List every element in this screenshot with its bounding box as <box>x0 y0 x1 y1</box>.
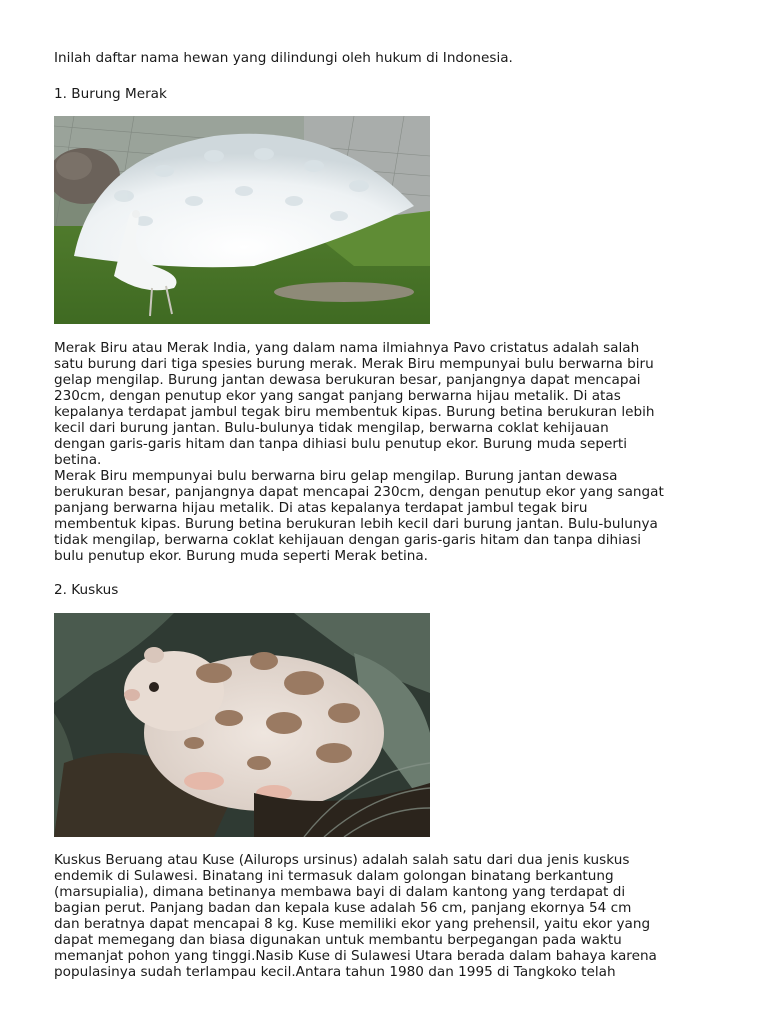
paragraph-line: berukuran besar, panjangnya dapat mencapai 230cm, dengan penutup ekor yang sangat <box>54 484 664 500</box>
paragraph-line: Merak Biru atau Merak India, yang dalam nama ilmiahnya Pavo cristatus adalah salah <box>54 340 640 356</box>
peacock-description <box>54 340 664 564</box>
paragraph-line: dan beratnya dapat mencapai 8 kg. Kuse memiliki ekor yang prehensil, yaitu ekor yang <box>54 916 651 932</box>
paragraph-line: tidak mengilap, berwarna coklat kehijauan dengan garis-garis hitam dan tanpa dihiasi <box>54 532 642 548</box>
paragraph-line: panjang berwarna hijau metalik. Di atas kepalanya terdapat jambul tegak biru <box>54 500 588 516</box>
paragraph-line: Kuskus Beruang atau Kuse (Ailurops ursinus) adalah salah satu dari dua jenis kuskus <box>54 852 630 868</box>
paragraph-line: gelap mengilap. Burung jantan dewasa berukuran besar, panjangnya dapat mencapai <box>54 372 641 388</box>
cuscus-description <box>54 852 657 980</box>
peacock-photo <box>54 116 430 324</box>
paragraph-line: membentuk kipas. Burung betina berukuran lebih kecil dari burung jantan. Bulu-bulunya <box>54 516 658 532</box>
paragraph-line: memanjat pohon yang tinggi.Nasib Kuse di Sulawesi Utara berada dalam bahaya karena <box>54 948 657 964</box>
section-heading-peacock: 1. Burung Merak <box>54 86 167 102</box>
paragraph-line: Merak Biru mempunyai bulu berwarna biru gelap mengilap. Burung jantan dewasa <box>54 468 618 484</box>
paragraph-line: kepalanya terdapat jambul tegak biru membentuk kipas. Burung betina berukuran lebih <box>54 404 655 420</box>
paragraph-line: kecil dari burung jantan. Bulu-bulunya tidak mengilap, berwarna coklat kehijauan <box>54 420 609 436</box>
paragraph-line: betina. <box>54 452 102 468</box>
cuscus-photo <box>54 613 430 837</box>
paragraph-line: populasinya sudah terlampau kecil.Antara tahun 1980 dan 1995 di Tangkoko telah <box>54 964 616 980</box>
intro-text: Inilah daftar nama hewan yang dilindungi oleh hukum di Indonesia. <box>54 50 513 66</box>
paragraph-line: dengan garis-garis hitam dan tanpa dihiasi bulu penutup ekor. Burung muda seperti <box>54 436 628 452</box>
paragraph-line: bulu penutup ekor. Burung muda seperti Merak betina. <box>54 548 428 564</box>
paragraph-line: bagian perut. Panjang badan dan kepala kuse adalah 56 cm, panjang ekornya 54 cm <box>54 900 632 916</box>
paragraph-line: endemik di Sulawesi. Binatang ini termasuk dalam golongan binatang berkantung <box>54 868 614 884</box>
section-heading-cuscus: 2. Kuskus <box>54 582 119 598</box>
paragraph-line: satu burung dari tiga spesies burung merak. Merak Biru mempunyai bulu berwarna biru <box>54 356 654 372</box>
paragraph-line: dapat memegang dan biasa digunakan untuk membantu berpegangan pada waktu <box>54 932 622 948</box>
paragraph-line: 230cm, dengan penutup ekor yang sangat panjang berwarna hijau metalik. Di atas <box>54 388 621 404</box>
paragraph-line: (marsupialia), dimana betinanya membawa bayi di dalam kantong yang terdapat di <box>54 884 626 900</box>
